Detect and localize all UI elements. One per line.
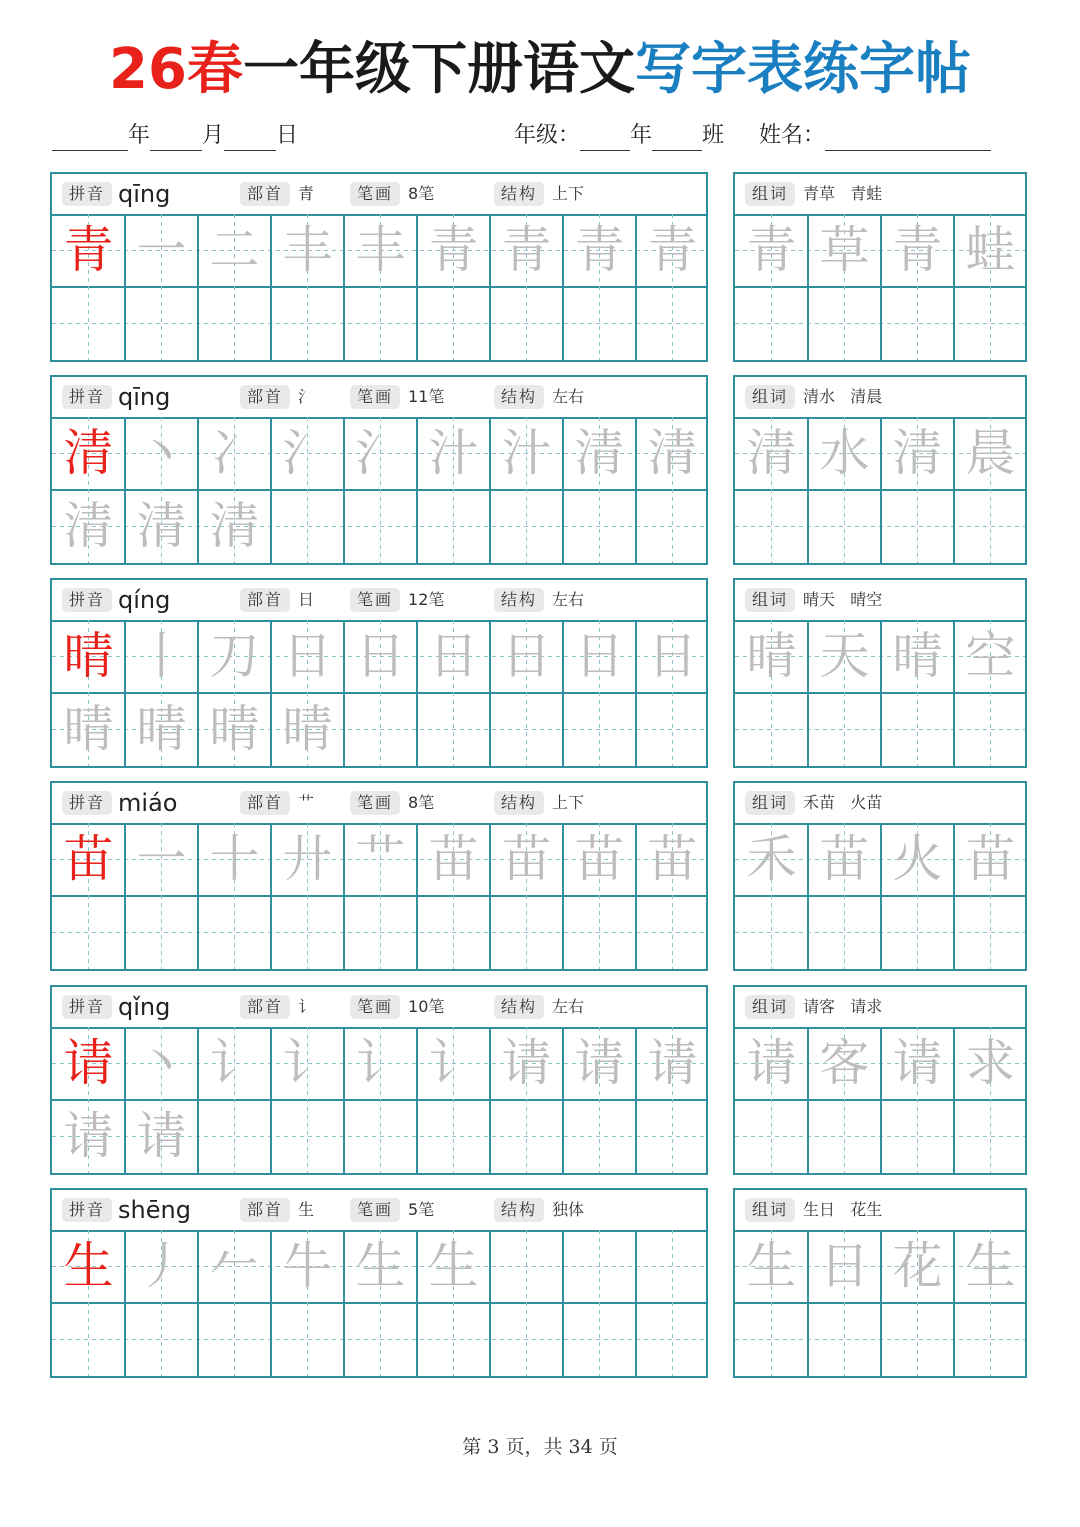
trace-character: 晴 <box>209 700 260 758</box>
strokes-field-value: 11笔 <box>408 387 445 406</box>
stroke-order-character: 生 <box>428 1237 479 1295</box>
trace-character: 晴 <box>136 700 187 758</box>
stroke-order-character: 汁 <box>428 424 479 482</box>
year-blank[interactable] <box>52 126 128 151</box>
word-trace-character: 禾 <box>746 830 797 888</box>
words-field <box>745 1198 882 1222</box>
model-character: 请 <box>63 1034 114 1092</box>
writing-grid[interactable] <box>52 823 706 969</box>
structure-field-value: 独体 <box>552 1200 585 1219</box>
character-practice-block <box>50 172 708 362</box>
structure-field <box>494 182 584 206</box>
radical-field-value: 艹 <box>298 793 315 812</box>
writing-grid[interactable] <box>52 417 706 563</box>
radical-field-value: 日 <box>298 590 315 609</box>
radical-field-label: 部首 <box>240 385 290 409</box>
words-field-label: 组词 <box>745 182 795 206</box>
word-writing-grid[interactable] <box>735 1027 1025 1173</box>
word-trace-character: 花 <box>892 1237 943 1295</box>
title-part-black: 一年级下册语文 <box>242 37 635 102</box>
word-trace-character: 请 <box>746 1034 797 1092</box>
words-field-value: 清水 清晨 <box>803 387 883 406</box>
radical-field <box>240 182 314 206</box>
stroke-order-character: 请 <box>647 1034 698 1092</box>
word-trace-character: 晨 <box>965 424 1016 482</box>
pinyin-field-value: qīng <box>118 383 171 411</box>
title-part-red: 26春 <box>109 37 243 102</box>
pinyin-field-label: 拼音 <box>62 1198 112 1222</box>
stroke-order-character: 请 <box>501 1034 552 1092</box>
day-label: 日 <box>276 123 299 148</box>
stroke-order-character: 生 <box>355 1237 406 1295</box>
trace-character: 清 <box>136 497 187 555</box>
stroke-order-character: 氵 <box>355 424 406 482</box>
stroke-order-character: 青 <box>647 221 698 279</box>
strokes-field-label: 笔画 <box>350 182 400 206</box>
word-trace-character: 水 <box>819 424 870 482</box>
stroke-order-character: 青 <box>501 221 552 279</box>
word-practice-block <box>733 781 1027 971</box>
stroke-order-character: 苗 <box>501 830 552 888</box>
word-trace-character: 苗 <box>965 830 1016 888</box>
character-practice-block <box>50 375 708 565</box>
word-trace-character: 空 <box>965 627 1016 685</box>
title-part-blue: 写字表练字帖 <box>634 37 971 102</box>
structure-field-value: 左右 <box>552 590 585 609</box>
word-writing-grid[interactable] <box>735 214 1025 360</box>
words-field <box>745 385 882 409</box>
stroke-order-character: 刀 <box>209 627 260 685</box>
words-field-value: 请客 请求 <box>803 997 883 1016</box>
grade-line <box>514 121 991 151</box>
structure-field-label: 结构 <box>494 791 544 815</box>
radical-field-value: 青 <box>298 184 315 203</box>
stroke-order-character: 牛 <box>282 1237 333 1295</box>
pinyin-field-label: 拼音 <box>62 588 112 612</box>
trace-character: 清 <box>63 497 114 555</box>
day-blank[interactable] <box>224 126 276 151</box>
words-field-value: 晴天 晴空 <box>803 590 883 609</box>
words-field-value: 青草 青蛙 <box>803 184 883 203</box>
stroke-order-character: 青 <box>428 221 479 279</box>
word-trace-character: 客 <box>819 1034 870 1092</box>
stroke-order-character: 丰 <box>282 221 333 279</box>
word-practice-block <box>733 375 1027 565</box>
pinyin-field <box>62 791 177 815</box>
word-trace-character: 请 <box>892 1034 943 1092</box>
strokes-field-value: 12笔 <box>408 590 445 609</box>
words-field-label: 组词 <box>745 385 795 409</box>
character-info-header <box>52 783 706 825</box>
pinyin-field <box>62 182 170 206</box>
pinyin-field-label: 拼音 <box>62 182 112 206</box>
radical-field <box>240 385 314 409</box>
trace-character: 晴 <box>63 700 114 758</box>
trace-character: 清 <box>209 497 260 555</box>
character-practice-block <box>50 1188 708 1378</box>
word-trace-character: 生 <box>746 1237 797 1295</box>
words-field <box>745 182 882 206</box>
pinyin-field-label: 拼音 <box>62 791 112 815</box>
structure-field-label: 结构 <box>494 1198 544 1222</box>
pinyin-field <box>62 385 170 409</box>
strokes-field-value: 10笔 <box>408 997 445 1016</box>
structure-field <box>494 385 584 409</box>
stroke-order-character: 二 <box>209 221 260 279</box>
grade-class-label: 班 <box>702 123 725 148</box>
strokes-field-label: 笔画 <box>350 385 400 409</box>
word-trace-character: 求 <box>965 1034 1016 1092</box>
pinyin-field-label: 拼音 <box>62 385 112 409</box>
stroke-order-character: 汁 <box>501 424 552 482</box>
word-trace-character: 生 <box>965 1237 1016 1295</box>
word-practice-block <box>733 1188 1027 1378</box>
words-header <box>735 1190 1025 1232</box>
word-trace-character: 清 <box>892 424 943 482</box>
stroke-order-character: 日 <box>428 627 479 685</box>
radical-field <box>240 588 314 612</box>
strokes-field-label: 笔画 <box>350 791 400 815</box>
model-character: 青 <box>63 221 114 279</box>
pinyin-field-value: qǐng <box>118 993 171 1021</box>
word-practice-block <box>733 578 1027 768</box>
word-trace-character: 青 <box>746 221 797 279</box>
words-field-label: 组词 <box>745 588 795 612</box>
trace-character: 请 <box>136 1107 187 1165</box>
model-character: 清 <box>63 424 114 482</box>
words-field-label: 组词 <box>745 791 795 815</box>
radical-field-label: 部首 <box>240 995 290 1019</box>
structure-field <box>494 995 584 1019</box>
words-field <box>745 588 882 612</box>
month-label: 月 <box>202 123 225 148</box>
stroke-order-character: 丶 <box>136 424 187 482</box>
word-practice-block <box>733 985 1027 1175</box>
strokes-field <box>350 791 434 815</box>
pinyin-field-value: qíng <box>118 586 171 614</box>
words-field-label: 组词 <box>745 995 795 1019</box>
strokes-field <box>350 995 444 1019</box>
structure-field <box>494 1198 584 1222</box>
stroke-order-character: 廾 <box>282 830 333 888</box>
stroke-order-character: 丶 <box>136 1034 187 1092</box>
stroke-order-character: 清 <box>647 424 698 482</box>
word-writing-grid[interactable] <box>735 620 1025 766</box>
structure-field-value: 上下 <box>552 184 585 203</box>
radical-field-value: 氵 <box>298 387 315 406</box>
writing-grid[interactable] <box>52 620 706 766</box>
stroke-order-character: 讠 <box>428 1034 479 1092</box>
word-writing-grid[interactable] <box>735 1230 1025 1376</box>
structure-field-label: 结构 <box>494 588 544 612</box>
stroke-order-character: 日 <box>355 627 406 685</box>
radical-field-label: 部首 <box>240 588 290 612</box>
strokes-field-value: 8笔 <box>408 793 435 812</box>
character-practice-block <box>50 985 708 1175</box>
character-info-header <box>52 987 706 1029</box>
stroke-order-character: 丨 <box>136 627 187 685</box>
radical-field-value: 讠 <box>298 997 315 1016</box>
structure-field-label: 结构 <box>494 995 544 1019</box>
model-character: 苗 <box>63 830 114 888</box>
word-trace-character: 日 <box>819 1237 870 1295</box>
stroke-order-character: 十 <box>209 830 260 888</box>
character-info-header <box>52 377 706 419</box>
radical-field-label: 部首 <box>240 182 290 206</box>
radical-field-label: 部首 <box>240 791 290 815</box>
pinyin-field-value: miáo <box>118 789 178 817</box>
pinyin-field-label: 拼音 <box>62 995 112 1019</box>
stroke-order-character: 氵 <box>282 424 333 482</box>
grade-label: 年级： <box>514 123 581 148</box>
page-title <box>0 34 1080 106</box>
radical-field <box>240 995 314 1019</box>
stroke-order-character: 请 <box>574 1034 625 1092</box>
writing-grid[interactable] <box>52 1230 706 1376</box>
stroke-order-character: 日 <box>282 627 333 685</box>
strokes-field <box>350 385 444 409</box>
word-trace-character: 天 <box>819 627 870 685</box>
words-field <box>745 995 882 1019</box>
word-trace-character: 火 <box>892 830 943 888</box>
word-trace-character: 草 <box>819 221 870 279</box>
stroke-order-character: 讠 <box>355 1034 406 1092</box>
strokes-field <box>350 182 434 206</box>
stroke-order-character: 日 <box>574 627 625 685</box>
stroke-order-character: 丰 <box>355 221 406 279</box>
character-info-header <box>52 580 706 622</box>
page-footer: 第 3 页，共 34 页 <box>462 1436 618 1458</box>
stroke-order-character: 讠 <box>209 1034 260 1092</box>
stroke-order-character: 苗 <box>647 830 698 888</box>
structure-field-value: 左右 <box>552 997 585 1016</box>
stroke-order-character: 苗 <box>428 830 479 888</box>
word-writing-grid[interactable] <box>735 417 1025 563</box>
words-field-value: 禾苗 火苗 <box>803 793 883 812</box>
words-header <box>735 174 1025 216</box>
month-blank[interactable] <box>150 126 202 151</box>
stroke-order-character: 青 <box>574 221 625 279</box>
strokes-field <box>350 588 444 612</box>
stroke-order-character: 冫 <box>209 424 260 482</box>
words-header <box>735 987 1025 1029</box>
character-practice-block <box>50 781 708 971</box>
character-info-header <box>52 174 706 216</box>
strokes-field-label: 笔画 <box>350 588 400 612</box>
words-header <box>735 580 1025 622</box>
strokes-field-value: 5笔 <box>408 1200 435 1219</box>
stroke-order-character: 𠂉 <box>209 1237 260 1295</box>
pinyin-field <box>62 1198 191 1222</box>
character-practice-block <box>50 578 708 768</box>
pinyin-field-value: shēng <box>118 1196 191 1224</box>
word-trace-character: 蛙 <box>965 221 1016 279</box>
stroke-order-character: 日 <box>501 627 552 685</box>
trace-character: 晴 <box>282 700 333 758</box>
radical-field <box>240 791 314 815</box>
stroke-order-character: 丿 <box>136 1237 187 1295</box>
stroke-order-character: 一 <box>136 830 187 888</box>
pinyin-field <box>62 588 170 612</box>
grade-class-blank[interactable] <box>652 126 702 151</box>
words-header <box>735 783 1025 825</box>
writing-grid[interactable] <box>52 1027 706 1173</box>
structure-field <box>494 791 584 815</box>
pinyin-field <box>62 995 170 1019</box>
model-character: 生 <box>63 1237 114 1295</box>
word-trace-character: 清 <box>746 424 797 482</box>
structure-field <box>494 588 584 612</box>
strokes-field-value: 8笔 <box>408 184 435 203</box>
grade-year-blank[interactable] <box>580 126 630 151</box>
stroke-order-character: 苗 <box>574 830 625 888</box>
stroke-order-character: 讠 <box>282 1034 333 1092</box>
strokes-field-label: 笔画 <box>350 1198 400 1222</box>
stroke-order-character: 一 <box>136 221 187 279</box>
structure-field-label: 结构 <box>494 182 544 206</box>
stroke-order-character: 艹 <box>355 830 406 888</box>
words-field-value: 生日 花生 <box>803 1200 883 1219</box>
stroke-order-character: 日 <box>647 627 698 685</box>
word-trace-character: 苗 <box>819 830 870 888</box>
stroke-order-character: 清 <box>574 424 625 482</box>
name-label: 姓名： <box>759 123 826 148</box>
pinyin-field-value: qīng <box>118 180 171 208</box>
year-label: 年 <box>128 123 151 148</box>
radical-field <box>240 1198 314 1222</box>
character-info-header <box>52 1190 706 1232</box>
structure-field-value: 左右 <box>552 387 585 406</box>
word-trace-character: 晴 <box>746 627 797 685</box>
word-trace-character: 晴 <box>892 627 943 685</box>
structure-field-label: 结构 <box>494 385 544 409</box>
strokes-field <box>350 1198 434 1222</box>
structure-field-value: 上下 <box>552 793 585 812</box>
words-field-label: 组词 <box>745 1198 795 1222</box>
word-practice-block <box>733 172 1027 362</box>
words-header <box>735 377 1025 419</box>
strokes-field-label: 笔画 <box>350 995 400 1019</box>
word-writing-grid[interactable] <box>735 823 1025 969</box>
trace-character: 请 <box>63 1107 114 1165</box>
word-trace-character: 青 <box>892 221 943 279</box>
words-field <box>745 791 882 815</box>
radical-field-label: 部首 <box>240 1198 290 1222</box>
grade-year-label: 年 <box>630 123 653 148</box>
name-blank[interactable] <box>825 126 991 151</box>
model-character: 晴 <box>63 627 114 685</box>
writing-grid[interactable] <box>52 214 706 360</box>
date-line <box>52 121 298 151</box>
radical-field-value: 生 <box>298 1200 315 1219</box>
